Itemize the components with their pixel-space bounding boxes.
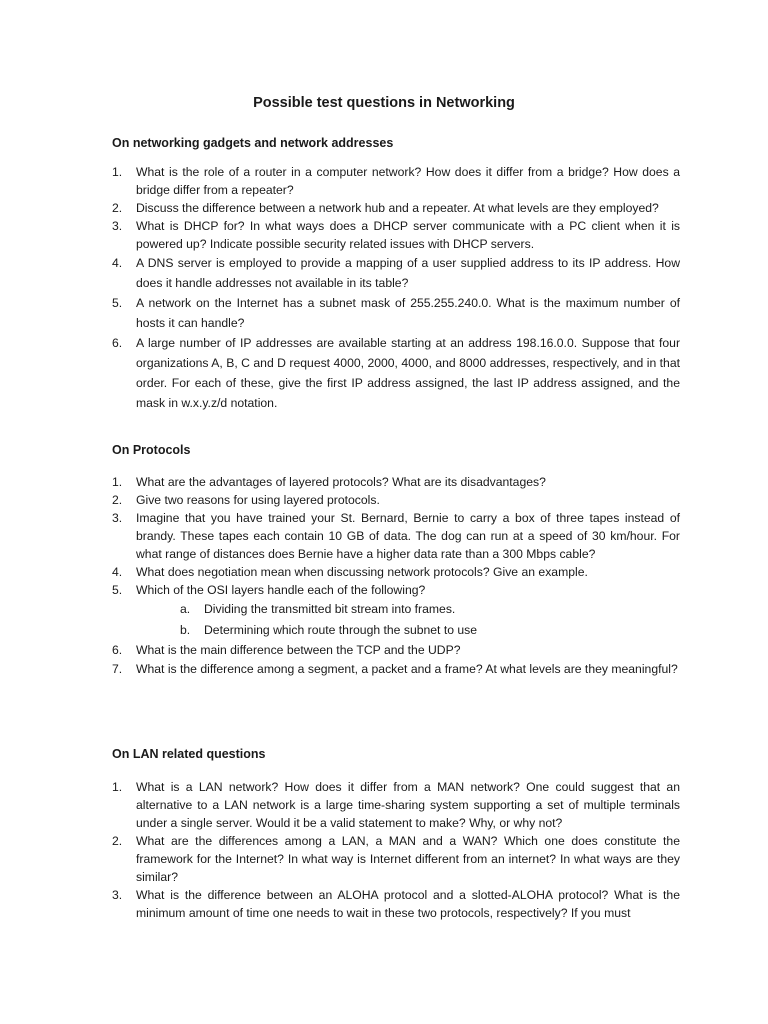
- list-item: 1. What is a LAN network? How does it differ from a MAN network? One could suggest that an alternative to a LAN network is a large time-sharing system supporting a set of multiple terminals under a single server. Would it be a valid statement to make? Why, or why not?: [112, 780, 680, 830]
- list-item: 2. Give two reasons for using layered protocols.: [112, 493, 380, 507]
- question-list-gadgets: [112, 163, 680, 413]
- list-item: 7. What is the difference among a segment, a packet and a frame? At what levels are they meaningful?: [112, 662, 678, 676]
- list-item: 6. A large number of IP addresses are available starting at an address 198.16.0.0. Suppose that four organizations A, B, C and D request 4000, 2000, 4000, and 8000 addresses, respectively, and in that order. For each of these, give the first IP address assigned, the last IP address assigned, and the mask in w.x.y.z/d notation.: [112, 336, 680, 410]
- list-item: 1. What is the role of a router in a computer network? How does it differ from a bridge? How does a bridge differ from a repeater?: [112, 165, 680, 197]
- list-item: 4. What does negotiation mean when discussing network protocols? Give an example.: [112, 565, 588, 579]
- list-item: 3. Imagine that you have trained your St. Bernard, Bernie to carry a box of three tapes instead of brandy. These tapes each contain 10 GB of data. The dog can run at a speed of 30 km/hour. For what range of distances does Bernie have a higher data rate than a 300 Mbps cable?: [112, 511, 680, 561]
- list-item: 3. What is DHCP for? In what ways does a DHCP server communicate with a PC client when it is powered up? Indicate possible security related issues with DHCP servers.: [112, 219, 680, 251]
- list-item: 6. What is the main difference between the TCP and the UDP?: [112, 643, 461, 657]
- list-item: 5. A network on the Internet has a subnet mask of 255.255.240.0. What is the maximum number of hosts it can handle?: [112, 296, 680, 330]
- sub-list-item: b. Determining which route through the subnet to use: [180, 623, 478, 637]
- question-list-protocols: [112, 473, 680, 679]
- list-item: 4. A DNS server is employed to provide a mapping of a user supplied address to its IP address. How does it handle addresses not available in its table?: [112, 256, 680, 290]
- list-item: 5. Which of the OSI layers handle each of the following? a. Dividing the transmitted bit stream into frames. b. Determining which route through the subnet to use: [112, 581, 680, 641]
- section-heading-gadgets: On networking gadgets and network addresses: [112, 136, 394, 150]
- list-item: 1. What are the advantages of layered protocols? What are its disadvantages?: [112, 475, 546, 489]
- page-title: Possible test questions in Networking: [253, 95, 515, 111]
- question-list-lan: [112, 778, 680, 922]
- section-heading-protocols: On Protocols: [112, 443, 191, 457]
- sub-list: [136, 599, 680, 641]
- sub-list-item: a. Dividing the transmitted bit stream into frames.: [180, 602, 456, 616]
- list-item: 3. What is the difference between an ALOHA protocol and a slotted-ALOHA protocol? What is the minimum amount of time one needs to wait in these two protocols, respectively? If you must: [112, 888, 680, 920]
- list-item: 2. Discuss the difference between a network hub and a repeater. At what levels are they employed?: [112, 201, 659, 215]
- section-heading-lan: On LAN related questions: [112, 747, 266, 761]
- list-item: 2. What are the differences among a LAN, a MAN and a WAN? Which one does constitute the framework for the Internet? In what way is Internet different from an internet? In what ways are they similar?: [112, 834, 680, 884]
